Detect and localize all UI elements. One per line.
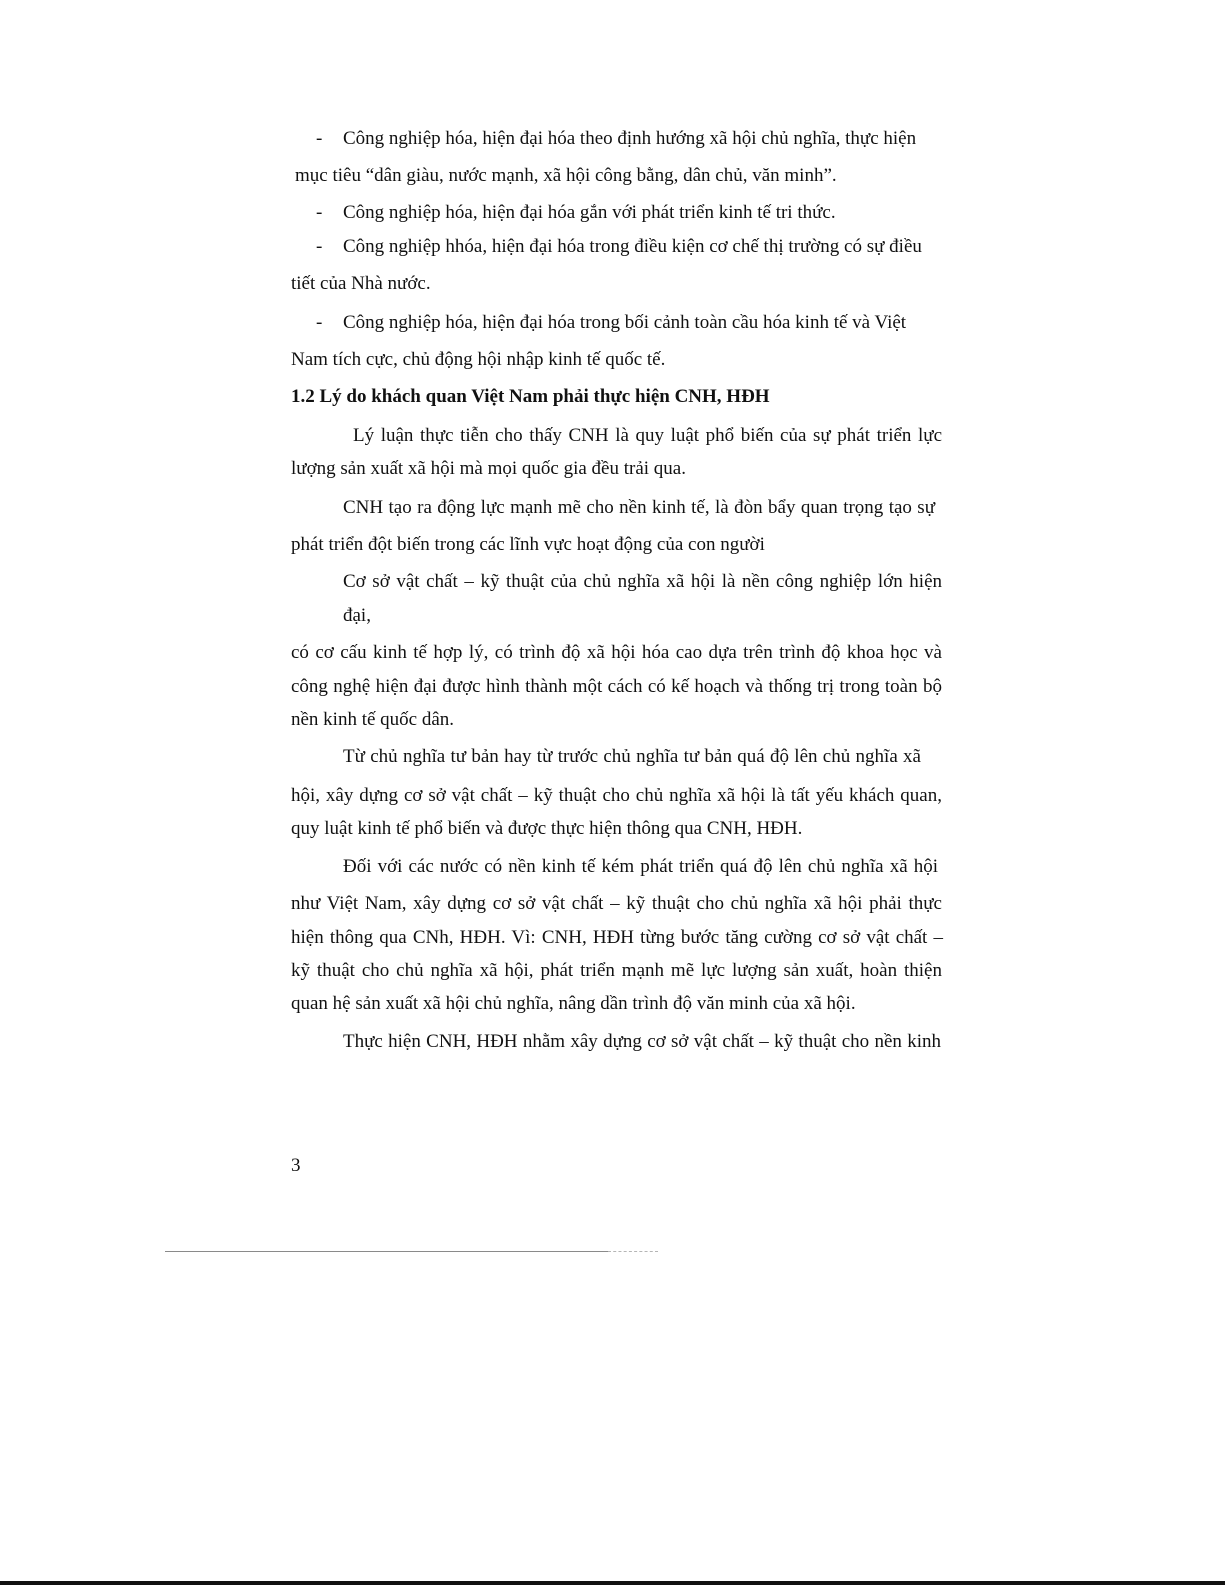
paragraph-line: Cơ sở vật chất – kỹ thuật của chủ nghĩa xã hội là nền công nghiệp lớn hiện bbox=[343, 571, 942, 592]
paragraph-line: hội, xây dựng cơ sở vật chất – kỹ thuật cho chủ nghĩa xã hội là tất yếu khách quan, bbox=[291, 785, 942, 806]
bullet-dash: - bbox=[316, 236, 323, 257]
paragraph-line: như Việt Nam, xây dựng cơ sở vật chất – kỹ thuật cho chủ nghĩa xã hội phải thực bbox=[291, 893, 942, 914]
paragraph-line: Từ chủ nghĩa tư bản hay từ trước chủ nghĩa tư bản quá độ lên chủ nghĩa xã bbox=[343, 746, 921, 767]
bullet-dash: - bbox=[316, 128, 323, 149]
paragraph-line: quan hệ sản xuất xã hội chủ nghĩa, nâng dần trình độ văn minh của xã hội. bbox=[291, 993, 856, 1014]
bullet-item-line: Công nghiệp hóa, hiện đại hóa trong bối cảnh toàn cầu hóa kinh tế và Việt bbox=[343, 312, 907, 333]
footer-divider-dashed bbox=[608, 1251, 658, 1252]
page-number: 3 bbox=[291, 1155, 301, 1176]
paragraph-line: đại, bbox=[343, 605, 371, 626]
paragraph-line: quy luật kinh tế phổ biến và được thực hiện thông qua CNH, HĐH. bbox=[291, 818, 803, 839]
page-bottom-border bbox=[0, 1581, 1225, 1585]
paragraph-line: phát triển đột biến trong các lĩnh vực hoạt động của con người bbox=[291, 534, 765, 555]
bullet-item-line: Công nghiệp hóa, hiện đại hóa gắn với phát triển kinh tế tri thức. bbox=[343, 202, 836, 223]
paragraph-line: lượng sản xuất xã hội mà mọi quốc gia đều trải qua. bbox=[291, 458, 686, 479]
bullet-item-line: Công nghiệp hhóa, hiện đại hóa trong điều kiện cơ chế thị trường có sự điều bbox=[343, 236, 922, 257]
paragraph-line: kỹ thuật cho chủ nghĩa xã hội, phát triển mạnh mẽ lực lượng sản xuất, hoàn thiện bbox=[291, 960, 942, 981]
bullet-dash: - bbox=[316, 312, 323, 333]
paragraph-line: CNH tạo ra động lực mạnh mẽ cho nền kinh tế, là đòn bẩy quan trọng tạo sự bbox=[343, 497, 935, 518]
paragraph-line: nền kinh tế quốc dân. bbox=[291, 709, 455, 730]
bullet-item-line: Công nghiệp hóa, hiện đại hóa theo định hướng xã hội chủ nghĩa, thực hiện bbox=[343, 128, 917, 149]
bullet-item-line: tiết của Nhà nước. bbox=[291, 273, 431, 294]
paragraph-line: hiện thông qua CNh, HĐH. Vì: CNH, HĐH từng bước tăng cường cơ sở vật chất – bbox=[291, 927, 943, 948]
paragraph-line: có cơ cấu kinh tế hợp lý, có trình độ xã hội hóa cao dựa trên trình độ khoa học và bbox=[291, 642, 942, 663]
paragraph-line: Lý luận thực tiễn cho thấy CNH là quy luật phổ biến của sự phát triển lực bbox=[353, 425, 942, 446]
section-heading: 1.2 Lý do khách quan Việt Nam phải thực hiện CNH, HĐH bbox=[291, 386, 770, 407]
paragraph-line: Thực hiện CNH, HĐH nhằm xây dựng cơ sở vật chất – kỹ thuật cho nền kinh bbox=[343, 1031, 941, 1052]
bullet-item-line: mục tiêu “dân giàu, nước mạnh, xã hội công bằng, dân chủ, văn minh”. bbox=[295, 165, 837, 186]
bullet-item-line: Nam tích cực, chủ động hội nhập kinh tế quốc tế. bbox=[291, 349, 666, 370]
bullet-dash: - bbox=[316, 202, 323, 223]
footer-divider bbox=[165, 1251, 608, 1252]
paragraph-line: công nghệ hiện đại được hình thành một cách có kế hoạch và thống trị trong toàn bộ bbox=[291, 676, 942, 697]
paragraph-line: Đối với các nước có nền kinh tế kém phát triển quá độ lên chủ nghĩa xã hội bbox=[343, 856, 938, 877]
